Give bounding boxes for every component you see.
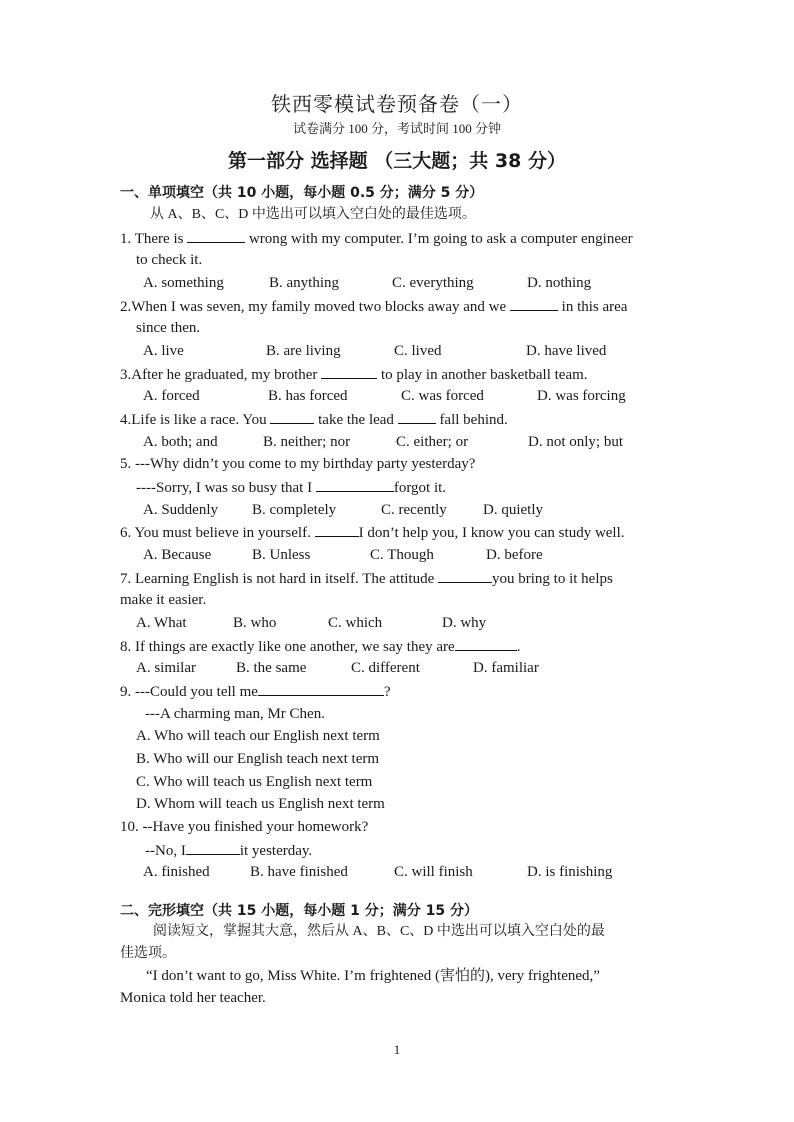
option-d: D. have lived [526, 343, 607, 359]
answer-blank [438, 568, 492, 583]
answer-blank [270, 409, 314, 424]
section2-instruction-cont: 佳选项。 [120, 946, 176, 961]
option-c: C. either; or [396, 434, 469, 450]
question-2-stem [120, 296, 627, 317]
option-d: D. familiar [473, 660, 539, 676]
option-c: C. lived [394, 343, 442, 359]
question-text: 1. There is [120, 231, 184, 247]
question-5-stem: 5. ---Why didn’t you come to my birthday party yesterday? [120, 456, 476, 472]
question-text: 2.When I was seven, my family moved two blocks away and we [120, 299, 507, 315]
question-6-stem [120, 522, 625, 543]
option-b: B. Unless [252, 547, 311, 563]
question-text: take the lead [318, 412, 394, 428]
section2-instruction: 阅读短文，掌握其大意，然后从 A、B、C、D 中选出可以填入空白处的最 [153, 924, 605, 939]
answer-blank [398, 409, 436, 424]
question-4-stem [120, 409, 508, 430]
option-a: A. similar [136, 660, 196, 676]
question-text: . [516, 639, 521, 655]
option-a: A. something [143, 275, 224, 291]
option-a: A. finished [143, 864, 210, 880]
answer-blank [316, 477, 394, 492]
option-a: A. Who will teach our English next term [136, 728, 380, 744]
option-b: B. have finished [250, 864, 348, 880]
section1-heading: 一、单项填空（共 10 小题，每小题 0.5 分；满分 5 分） [120, 185, 484, 201]
option-c: C. which [328, 615, 383, 631]
option-c: C. everything [392, 275, 474, 291]
question-text: 6. You must believe in yourself. [120, 525, 311, 541]
question-text: make it easier. [120, 592, 207, 608]
question-text: ? [383, 684, 391, 700]
option-b: B. are living [266, 343, 341, 359]
page-number: 1 [393, 1042, 401, 1057]
question-text: since then. [136, 320, 201, 336]
option-d: D. quietly [483, 502, 543, 518]
question-text: ----Sorry, I was so busy that I [136, 480, 313, 496]
question-text: 4.Life is like a race. You [120, 412, 267, 428]
question-8-stem [120, 636, 520, 657]
option-b: B. completely [252, 502, 337, 518]
section1-instruction: 从 A、B、C、D 中选出可以填入空白处的最佳选项。 [150, 207, 476, 222]
question-10-reply [145, 840, 312, 861]
question-text: 3.After he graduated, my brother [120, 367, 318, 383]
option-c: C. Who will teach us English next term [136, 774, 373, 790]
option-b: B. neither; nor [263, 434, 351, 450]
answer-blank [315, 522, 359, 537]
question-text: 8. If things are exactly like one another, we say they are [120, 639, 455, 655]
question-5-reply [136, 477, 446, 498]
answer-blank [510, 296, 558, 311]
option-d: D. why [442, 615, 487, 631]
question-3-stem [120, 364, 588, 385]
option-d: D. was forcing [537, 388, 626, 404]
option-a: A. both; and [143, 434, 218, 450]
question-9-stem [120, 681, 391, 702]
option-a: A. What [136, 615, 187, 631]
question-10-stem: 10. --Have you finished your homework? [120, 819, 369, 835]
part-heading: 第一部分 选择题 （三大题；共 38 分） [228, 150, 566, 172]
option-d: D. not only; but [528, 434, 624, 450]
passage-text: Monica told her teacher. [120, 990, 266, 1006]
question-text: fall behind. [439, 412, 508, 428]
option-b: B. who [233, 615, 277, 631]
question-text: you bring to it helps [492, 571, 613, 587]
question-1-stem [120, 228, 633, 249]
question-text: 9. ---Could you tell me [120, 684, 258, 700]
question-text: it yesterday. [239, 843, 313, 859]
option-a: A. forced [143, 388, 200, 404]
question-7-stem [120, 568, 613, 589]
question-9-reply: ---A charming man, Mr Chen. [145, 706, 325, 722]
option-d: D. before [486, 547, 543, 563]
question-text: I don’t help you, I know you can study well. [358, 525, 625, 541]
option-b: B. Who will our English teach next term [136, 751, 380, 767]
option-a: A. Suddenly [143, 502, 218, 518]
option-d: D. nothing [527, 275, 592, 291]
option-a: A. Because [143, 547, 212, 563]
answer-blank [186, 840, 240, 855]
passage-text: “I don’t want to go, Miss White. I’m frightened (害怕的), very frightened,” [146, 968, 600, 984]
section2-heading: 二、完形填空（共 15 小题，每小题 1 分；满分 15 分） [120, 903, 478, 919]
question-text: wrong with my computer. I’m going to ask a computer engineer [248, 231, 633, 247]
option-c: C. Though [370, 547, 434, 563]
option-b: B. the same [236, 660, 307, 676]
question-text: to play in another basketball team. [380, 367, 588, 383]
option-d: D. is finishing [527, 864, 613, 880]
option-b: B. has forced [268, 388, 348, 404]
option-b: B. anything [269, 275, 339, 291]
question-text: in this area [561, 299, 628, 315]
option-d: D. Whom will teach us English next term [136, 796, 385, 812]
question-text: --No, I [145, 843, 186, 859]
question-text: 7. Learning English is not hard in itself. The attitude [120, 571, 435, 587]
exam-subtitle: 试卷满分 100 分，考试时间 100 分钟 [292, 121, 501, 136]
answer-blank [455, 636, 517, 651]
answer-blank [187, 228, 245, 243]
question-text: to check it. [136, 252, 203, 268]
option-c: C. will finish [394, 864, 473, 880]
exam-title: 铁西零模试卷预备卷（一） [271, 94, 523, 116]
option-a: A. live [143, 343, 184, 359]
answer-blank [258, 681, 384, 696]
option-c: C. recently [381, 502, 447, 518]
option-c: C. different [351, 660, 420, 676]
question-text: forgot it. [393, 480, 447, 496]
answer-blank [321, 364, 377, 379]
option-c: C. was forced [401, 388, 484, 404]
